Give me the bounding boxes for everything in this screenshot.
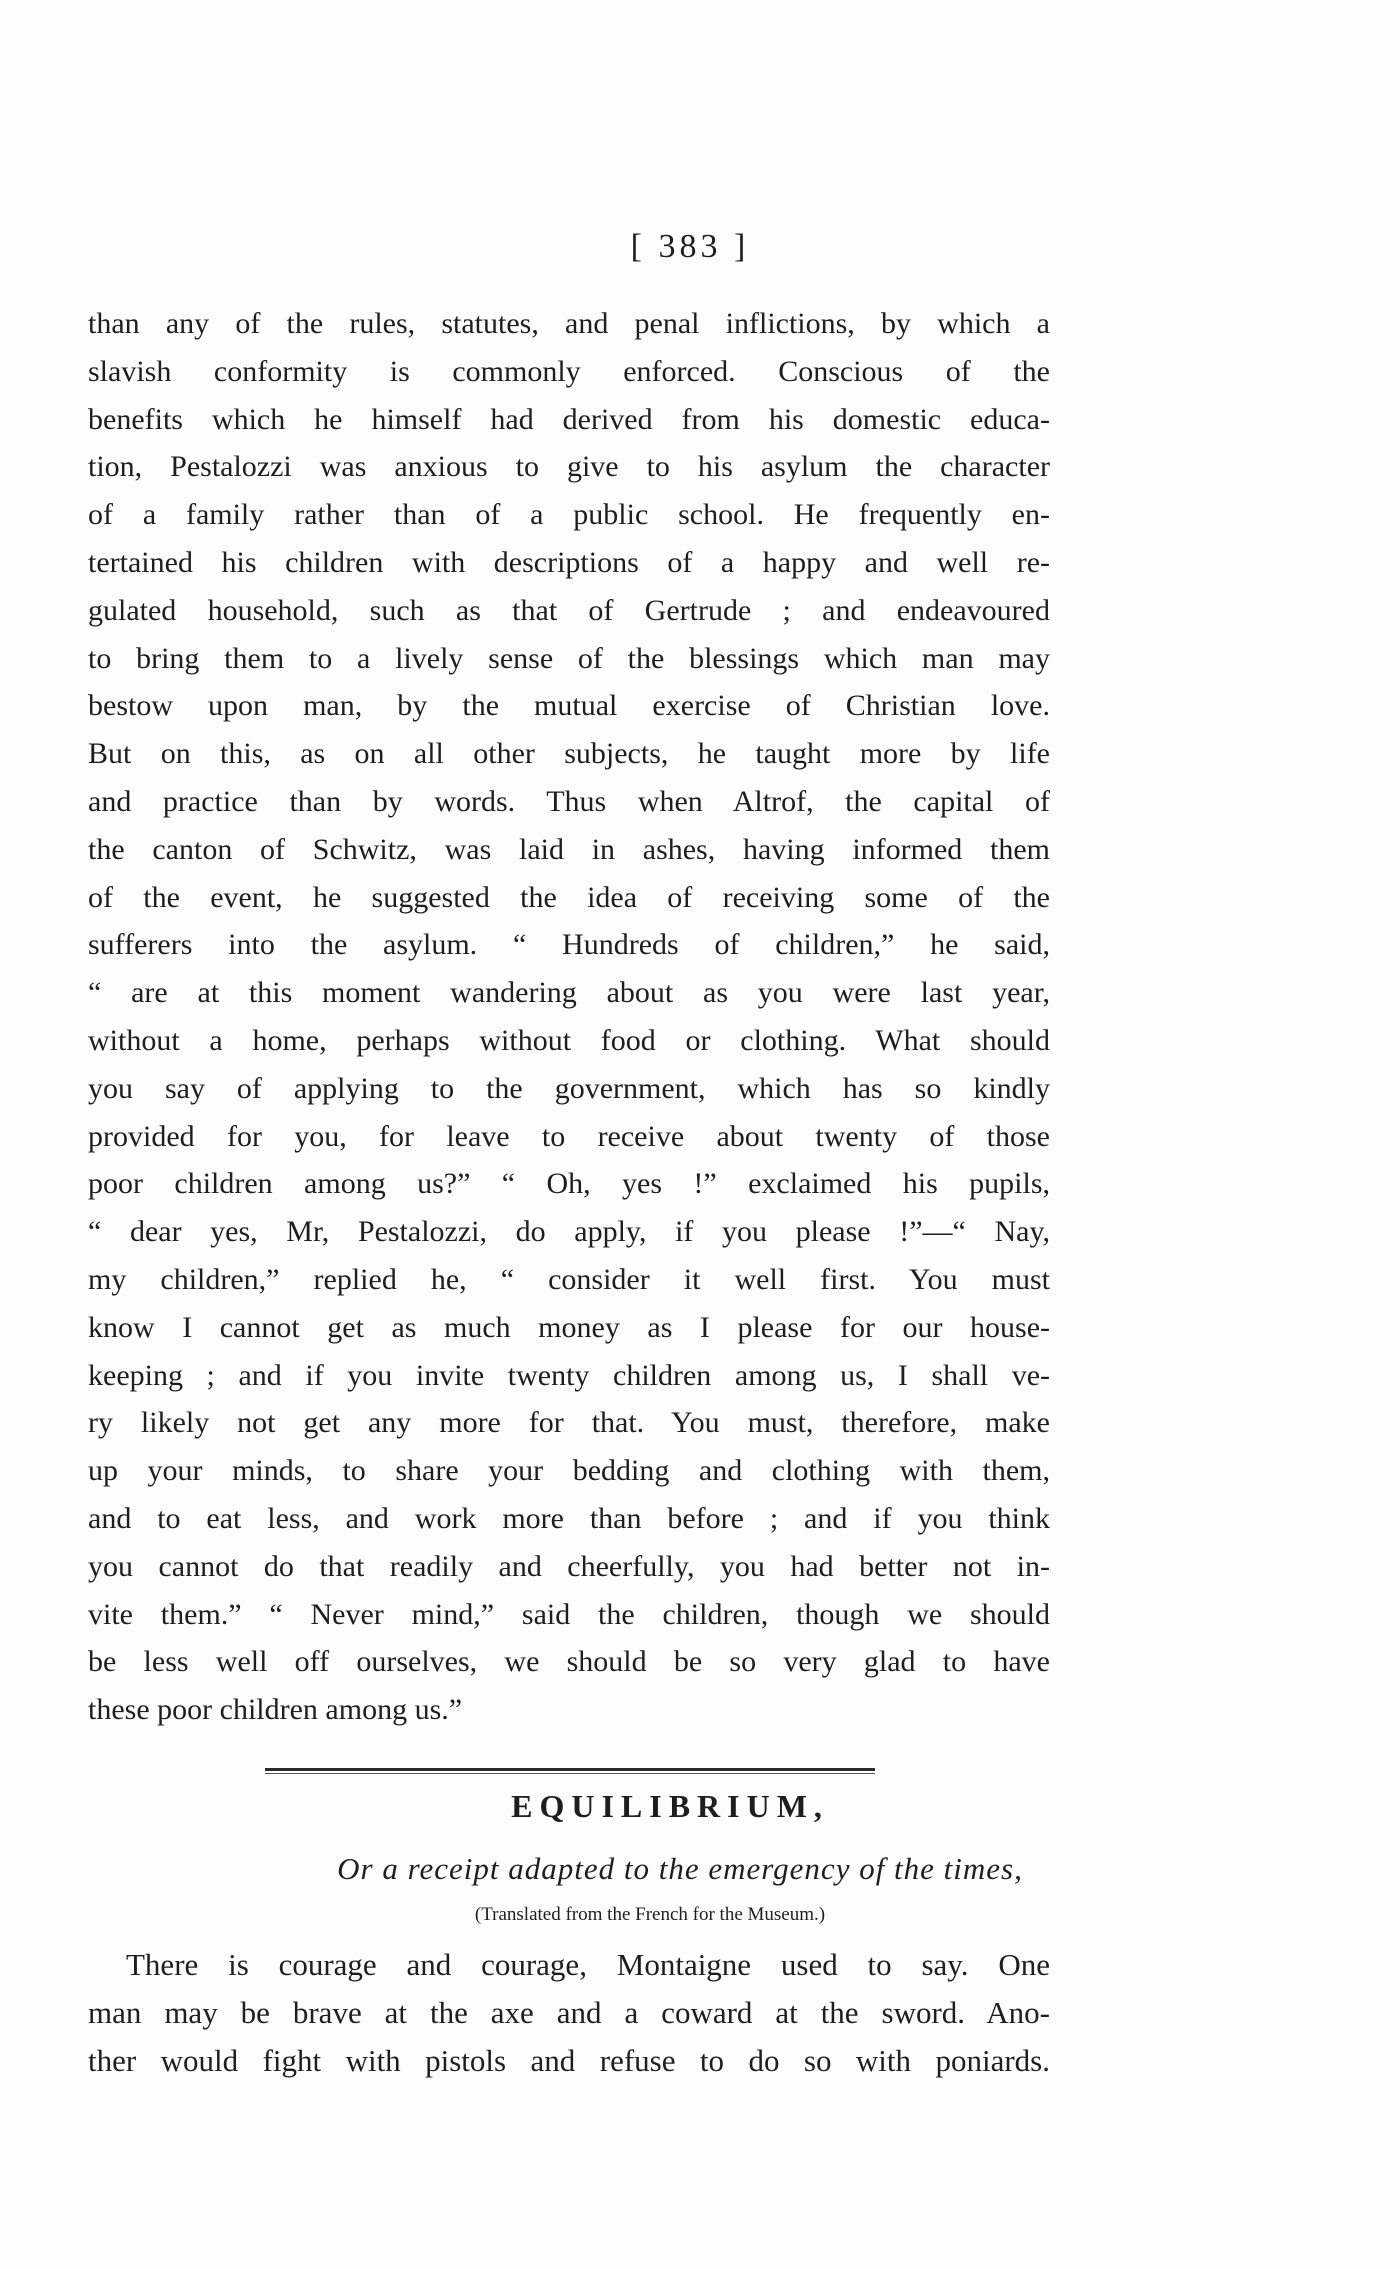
text-line: slavish conformity is commonly enforced. Conscious of the xyxy=(88,354,1050,388)
text-line: gulated household, such as that of Gertrude ; and endeavoured xyxy=(88,593,1050,627)
text-line: be less well off ourselves, we should be so very glad to have xyxy=(88,1645,1050,1679)
text-line: There is courage and courage, Montaigne used to say. One xyxy=(126,1947,1050,1982)
text-line: man may be brave at the axe and a coward at the sword. Ano- xyxy=(88,1995,1050,2030)
text-line: up your minds, to share your bedding and clothing with them, xyxy=(88,1454,1050,1488)
section-title: EQUILIBRIUM, xyxy=(511,1788,829,1824)
text-line: the canton of Schwitz, was laid in ashes, having informed them xyxy=(88,832,1050,866)
text-line: you cannot do that readily and cheerfully, you had better not in- xyxy=(88,1549,1050,1583)
text-line: tertained his children with descriptions of a happy and well re- xyxy=(88,545,1050,579)
text-line: of a family rather than of a public school. He frequently en- xyxy=(88,498,1050,532)
text-line: poor children among us?” “ Oh, yes !” exclaimed his pupils, xyxy=(88,1167,1050,1201)
section-subtitle: Or a receipt adapted to the emergency of the times, xyxy=(337,1851,1023,1886)
page-number: [ 383 ] xyxy=(630,228,750,265)
text-line: benefits which he himself had derived from his domestic educa- xyxy=(88,402,1050,436)
text-line: and to eat less, and work more than before ; and if you think xyxy=(88,1501,1050,1535)
text-line: sufferers into the asylum. “ Hundreds of children,” he said, xyxy=(88,928,1050,962)
text-line: without a home, perhaps without food or clothing. What should xyxy=(88,1023,1050,1057)
text-line: provided for you, for leave to receive about twenty of those xyxy=(88,1119,1050,1153)
text-line: “ dear yes, Mr, Pestalozzi, do apply, if you please !”—“ Nay, xyxy=(88,1215,1050,1249)
text-line: “ are at this moment wandering about as you were last year, xyxy=(88,976,1050,1010)
text-line: bestow upon man, by the mutual exercise of Christian love. xyxy=(88,689,1050,723)
text-line: and practice than by words. Thus when Altrof, the capital of xyxy=(88,784,1050,818)
translation-note: (Translated from the French for the Museum.) xyxy=(474,1904,826,1925)
text-line: But on this, as on all other subjects, he taught more by life xyxy=(88,737,1050,771)
text-line: you say of applying to the government, which has so kindly xyxy=(88,1071,1050,1105)
text-line: ther would fight with pistols and refuse to do so with poniards. xyxy=(88,2043,1050,2078)
text-line: tion, Pestalozzi was anxious to give to his asylum the character xyxy=(88,450,1050,484)
text-line: of the event, he suggested the idea of receiving some of the xyxy=(88,880,1050,914)
section-divider xyxy=(265,1768,875,1774)
text-line: vite them.” “ Never mind,” said the children, though we should xyxy=(88,1597,1050,1631)
text-line: keeping ; and if you invite twenty children among us, I shall ve- xyxy=(88,1358,1050,1392)
text-line: to bring them to a lively sense of the blessings which man may xyxy=(88,641,1050,675)
body-text xyxy=(88,300,1050,1734)
text-line: than any of the rules, statutes, and penal inflictions, by which a xyxy=(88,307,1050,340)
text-line: these poor children among us.” xyxy=(88,1693,463,1727)
text-line: my children,” replied he, “ consider it well first. You must xyxy=(88,1262,1050,1296)
section-text xyxy=(88,1941,1050,2085)
text-line: know I cannot get as much money as I please for our house- xyxy=(88,1310,1050,1344)
text-line: ry likely not get any more for that. You must, therefore, make xyxy=(88,1406,1050,1440)
